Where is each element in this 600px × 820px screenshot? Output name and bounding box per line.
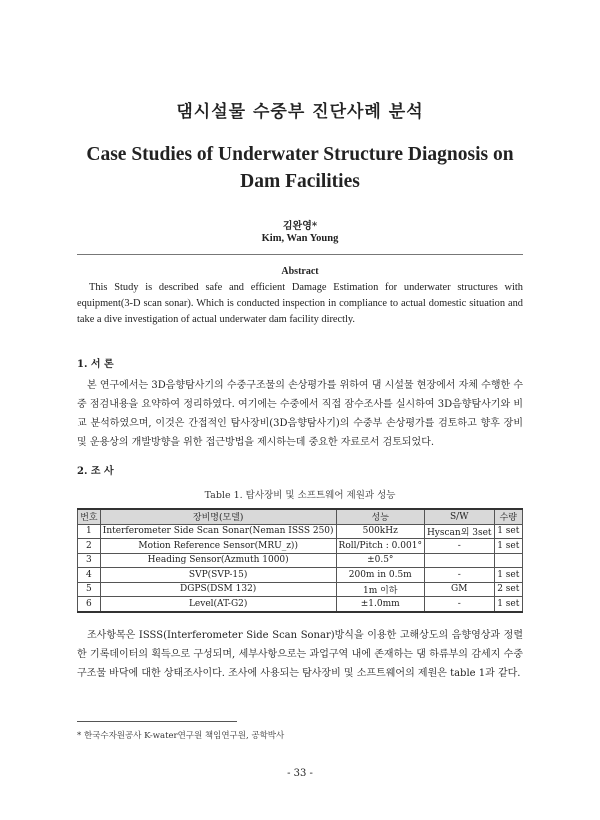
table-row — [78, 553, 523, 568]
table-row — [78, 582, 523, 597]
title-english-line2: Dam Facilities — [240, 171, 360, 192]
table-cell: 5 — [78, 582, 101, 597]
table-caption: Table 1. 탐사장비 및 소프트웨어 제원과 성능 — [204, 490, 396, 501]
abstract-heading: Abstract — [281, 266, 319, 277]
section2-paragraph: 조사항목은 ISSS(Interferometer Side Scan Sonar)방식을 이용한 고해상도의 음향영상과 정렬한 기록데이터의 획득으로 구성되며, 세부사항으로는 과업구역 내에 존재하는 댐 하류부의 감세지 수중구조물 바닥에 대한 상태조사이다. 조사에 사용되는 탐사장비 및 소프트웨어의 제원은 table 1과 같다. — [77, 630, 523, 679]
table-cell: ±0.5° — [336, 553, 424, 568]
footnote-divider — [77, 721, 237, 722]
title-english-line1: Case Studies of Underwater Structure Diagnosis on — [86, 144, 514, 165]
table-header-cell: 장비명(모델) — [100, 509, 336, 524]
table-cell: Interferometer Side Scan Sonar(Neman ISSS 250) — [100, 524, 336, 539]
table-row — [78, 524, 523, 539]
table-row — [78, 597, 523, 612]
table-cell: 1 set — [494, 524, 522, 539]
table-cell: 1 — [78, 524, 101, 539]
table-cell: Level(AT-G2) — [100, 597, 336, 612]
table-cell: 1 set — [494, 568, 522, 583]
table-cell — [494, 553, 522, 568]
table-cell: Heading Sensor(Azmuth 1000) — [100, 553, 336, 568]
abstract-body: This Study is described safe and efficient Damage Estimation for underwater structures with equipment(3-D scan sonar). Which is conducted inspection in compliance to actual domestic situation and take a dive investigation of actual underwater dam facility directly. — [77, 282, 523, 325]
table-cell: SVP(SVP-15) — [100, 568, 336, 583]
footnote: * 한국수자원공사 K-water연구원 책임연구원, 공학박사 — [77, 731, 285, 741]
title-korean: 댐시설물 수중부 진단사례 분석 — [176, 102, 424, 122]
section1-paragraph: 본 연구에서는 3D음향탐사기의 수중구조물의 손상평가를 위하여 댐 시설물 현장에서 자체 수행한 수중 점검내용을 요약하여 정리하였다. 여기에는 수중에서 직접 잠수조사를 실시하여 3D음향탐사기와 비교 분석하였으며, 이것은 간접적인 탐사장비(3D음향탐사기)의 수중부 손상평가를 검토하고 향후 장비 및 운용상의 개발방향을 위한 접근방법을 제시하는데 중요한 자료로서 검토되었다. — [77, 380, 523, 448]
table-cell: 200m in 0.5m — [336, 568, 424, 583]
table-cell: 6 — [78, 597, 101, 612]
table-header-cell: S/W — [424, 509, 494, 524]
table-header-cell: 수량 — [494, 509, 522, 524]
table-cell: Motion Reference Sensor(MRU_z)) — [100, 539, 336, 554]
table-cell: ±1.0mm — [336, 597, 424, 612]
table-cell: GM — [424, 582, 494, 597]
table-cell: 1 set — [494, 539, 522, 554]
section1-heading: 1. 서 론 — [77, 359, 114, 370]
table-cell: 2 — [78, 539, 101, 554]
table-cell: 1 set — [494, 597, 522, 612]
table-cell: 500kHz — [336, 524, 424, 539]
table-cell — [424, 553, 494, 568]
table-cell: DGPS(DSM 132) — [100, 582, 336, 597]
table-header-cell: 번호 — [78, 509, 101, 524]
table-cell: - — [424, 568, 494, 583]
table-cell: Roll/Pitch : 0.001° — [336, 539, 424, 554]
author-english: Kim, Wan Young — [261, 233, 339, 244]
header-divider — [77, 254, 523, 255]
table-cell: 4 — [78, 568, 101, 583]
table-cell: 1m 이하 — [336, 582, 424, 597]
table-cell: - — [424, 539, 494, 554]
table-cell: 3 — [78, 553, 101, 568]
section2-heading: 2. 조 사 — [77, 466, 114, 477]
table-cell: 2 set — [494, 582, 522, 597]
table-cell: Hyscan외 3set — [424, 524, 494, 539]
table-row — [78, 568, 523, 583]
page-number: - 33 - — [287, 768, 313, 779]
author-korean: 김완영* — [282, 221, 318, 232]
table-header-row — [78, 509, 523, 524]
equipment-table — [77, 508, 523, 613]
table-header-cell: 성능 — [336, 509, 424, 524]
table-cell: - — [424, 597, 494, 612]
table-row — [78, 539, 523, 554]
